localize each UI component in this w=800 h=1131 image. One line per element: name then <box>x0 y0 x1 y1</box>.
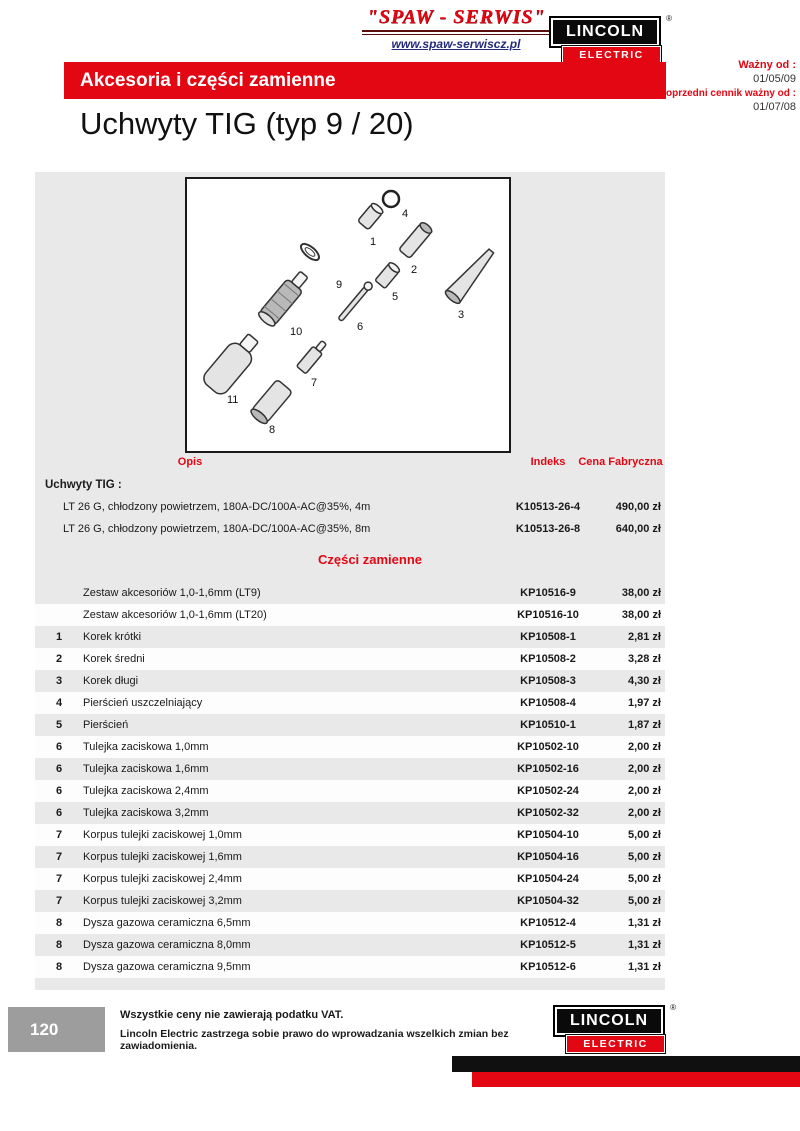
item-price: 38,00 zł <box>621 609 661 621</box>
item-description: Tulejka zaciskowa 1,6mm <box>83 763 209 775</box>
group-title-spare-parts: Części zamienne <box>317 551 423 567</box>
previous-pricelist-label: Poprzedni cennik ważny od : <box>659 87 796 99</box>
table-row <box>35 890 665 912</box>
item-price: 2,00 zł <box>627 763 661 775</box>
item-price: 1,31 zł <box>627 961 661 973</box>
table-row <box>35 824 665 846</box>
electric-wordmark: ELECTRIC <box>562 46 661 64</box>
table-row <box>35 912 665 934</box>
item-price: 5,00 zł <box>627 895 661 907</box>
item-price: 38,00 zł <box>621 587 661 599</box>
part-long-cap <box>444 245 499 305</box>
electric-wordmark: ELECTRIC <box>566 1035 665 1053</box>
lincoln-electric-logo <box>549 14 672 64</box>
item-description: Dysza gazowa ceramiczna 9,5mm <box>83 961 251 973</box>
item-index: KP10512-4 <box>520 917 576 929</box>
item-index: KP10516-9 <box>520 587 576 599</box>
item-index: KP10516-10 <box>517 609 579 621</box>
diagram-part-number: 3 <box>458 309 465 321</box>
diagram-part-number: 4 <box>402 208 409 220</box>
part-medium-cap <box>399 221 434 259</box>
table-row <box>35 518 665 540</box>
table-row <box>35 604 665 626</box>
valid-from-label: Ważny od : <box>738 59 796 71</box>
column-header-description: Opis <box>177 456 203 468</box>
table-row <box>35 670 665 692</box>
item-index: KP10502-24 <box>517 785 579 797</box>
part-ring <box>298 241 321 263</box>
item-index: KP10504-16 <box>517 851 579 863</box>
price-validity-block <box>626 58 796 114</box>
table-row <box>35 714 665 736</box>
item-number: 4 <box>55 697 63 709</box>
diagram-part-number: 6 <box>357 321 364 333</box>
table-row <box>35 626 665 648</box>
item-price: 1,97 zł <box>627 697 661 709</box>
diagram-part-number: 10 <box>290 326 303 338</box>
item-number: 7 <box>55 895 63 907</box>
item-description: Korek średni <box>83 653 145 665</box>
column-header-index: Indeks <box>530 456 566 468</box>
item-number: 8 <box>55 961 63 973</box>
item-price: 2,81 zł <box>627 631 661 643</box>
item-number: 5 <box>55 719 63 731</box>
item-price: 5,00 zł <box>627 873 661 885</box>
registered-mark: ® <box>670 1003 676 1012</box>
item-number: 7 <box>55 873 63 885</box>
previous-pricelist-date: 01/07/08 <box>753 100 796 113</box>
diagram-part-number: 11 <box>227 394 239 406</box>
table-row <box>35 868 665 890</box>
table-row <box>35 956 665 978</box>
part-collet-body <box>296 339 328 374</box>
item-description: Korpus tulejki zaciskowej 1,0mm <box>83 829 242 841</box>
column-header-price: Cena Fabryczna <box>578 456 663 468</box>
diagram-part-number: 9 <box>336 279 343 291</box>
table-row <box>35 758 665 780</box>
item-index: KP10512-6 <box>520 961 576 973</box>
part-collet <box>337 281 374 323</box>
item-index: KP10512-5 <box>520 939 576 951</box>
group-title-spare-parts-row <box>35 546 665 572</box>
parts-rows <box>35 582 665 978</box>
item-description: Tulejka zaciskowa 1,0mm <box>83 741 209 753</box>
footer-stripe-black <box>452 1056 800 1072</box>
table-row <box>35 780 665 802</box>
item-description: Zestaw akcesoriów 1,0-1,6mm (LT20) <box>83 609 267 621</box>
table-row <box>35 934 665 956</box>
group-title-torches: Uchwyty TIG : <box>45 479 122 491</box>
item-index: KP10508-1 <box>520 631 576 643</box>
item-index: KP10510-1 <box>520 719 576 731</box>
item-price: 2,00 zł <box>627 741 661 753</box>
item-index: KP10508-3 <box>520 675 576 687</box>
item-price: 490,00 zł <box>615 501 661 513</box>
exploded-diagram-svg <box>187 179 509 451</box>
item-price: 1,31 zł <box>627 917 661 929</box>
diagram-part-number: 2 <box>411 264 418 276</box>
item-index: KP10508-2 <box>520 653 576 665</box>
part-sleeve <box>375 261 401 289</box>
content-panel <box>35 172 665 990</box>
item-description: LT 26 G, chłodzony powietrzem, 180A-DC/100A-AC@35%, 4m <box>63 501 371 513</box>
item-index: KP10502-10 <box>517 741 579 753</box>
item-index: KP10508-4 <box>520 697 576 709</box>
page-number: 120 <box>30 1019 59 1039</box>
part-knurled-holder <box>257 268 312 328</box>
table-row <box>35 692 665 714</box>
spaw-serwis-logo <box>356 6 556 51</box>
item-price: 1,87 zł <box>627 719 661 731</box>
table-row <box>35 736 665 758</box>
exploded-diagram <box>185 177 511 453</box>
item-index: K10513-26-4 <box>515 501 581 513</box>
spaw-serwis-wordmark: "SPAW - SERWIS" <box>366 6 546 28</box>
part-short-cap <box>358 202 385 230</box>
page-number-box <box>8 1007 105 1052</box>
part-torch-body <box>200 329 264 398</box>
diagram-part-number: 1 <box>370 236 377 248</box>
item-price: 4,30 zł <box>627 675 661 687</box>
item-description: Zestaw akcesoriów 1,0-1,6mm (LT9) <box>83 587 261 599</box>
item-index: KP10502-32 <box>517 807 579 819</box>
valid-from-date: 01/05/09 <box>753 73 796 86</box>
item-description: Korpus tulejki zaciskowej 1,6mm <box>83 851 242 863</box>
item-price: 3,28 zł <box>627 653 661 665</box>
item-number: 7 <box>55 829 63 841</box>
item-price: 5,00 zł <box>627 851 661 863</box>
item-price: 2,00 zł <box>627 807 661 819</box>
diagram-part-number: 8 <box>269 424 276 436</box>
item-description: Korek długi <box>83 675 139 687</box>
item-price: 640,00 zł <box>615 523 661 535</box>
vat-note: Wszystkie ceny nie zawierają podatku VAT. <box>120 1009 344 1021</box>
item-number: 8 <box>55 917 63 929</box>
part-gas-nozzle <box>249 379 293 426</box>
item-index: KP10504-24 <box>517 873 579 885</box>
item-description: Korek krótki <box>83 631 142 643</box>
item-index: KP10504-10 <box>517 829 579 841</box>
item-number: 6 <box>55 763 63 775</box>
spaw-serwis-url-link[interactable]: www.spaw-serwiscz.pl <box>391 37 521 51</box>
item-number: 6 <box>55 785 63 797</box>
item-number: 6 <box>55 807 63 819</box>
item-description: Dysza gazowa ceramiczna 6,5mm <box>83 917 251 929</box>
table-header-row <box>35 456 665 474</box>
item-description: LT 26 G, chłodzony powietrzem, 180A-DC/100A-AC@35%, 8m <box>63 523 371 535</box>
section-title: Akcesoria i części zamienne <box>80 69 336 91</box>
lincoln-electric-logo-footer <box>553 1003 676 1053</box>
item-index: KP10502-16 <box>517 763 579 775</box>
part-o-ring <box>383 191 399 207</box>
item-description: Tulejka zaciskowa 2,4mm <box>83 785 209 797</box>
diagram-part-number: 7 <box>311 377 318 389</box>
item-index: K10513-26-8 <box>515 523 581 535</box>
item-description: Tulejka zaciskowa 3,2mm <box>83 807 209 819</box>
price-table <box>35 456 665 978</box>
item-description: Pierścień <box>83 719 129 731</box>
disclaimer-note: Lincoln Electric zastrzega sobie prawo do wprowadzania wszelkich zmian bez zawiadomienia. <box>120 1028 509 1052</box>
table-row <box>35 802 665 824</box>
lincoln-wordmark: LINCOLN <box>549 16 661 48</box>
item-description: Dysza gazowa ceramiczna 8,0mm <box>83 939 251 951</box>
table-row <box>35 648 665 670</box>
item-price: 1,31 zł <box>627 939 661 951</box>
item-index: KP10504-32 <box>517 895 579 907</box>
item-number: 3 <box>55 675 63 687</box>
torch-rows <box>35 496 665 540</box>
item-description: Korpus tulejki zaciskowej 3,2mm <box>83 895 242 907</box>
diagram-part-number: 5 <box>392 291 399 303</box>
item-number: 1 <box>55 631 63 643</box>
registered-mark: ® <box>666 14 672 23</box>
table-row <box>35 582 665 604</box>
section-header-bar <box>64 62 666 99</box>
table-row <box>35 496 665 518</box>
table-row <box>35 846 665 868</box>
item-price: 2,00 zł <box>627 785 661 797</box>
item-description: Korpus tulejki zaciskowej 2,4mm <box>83 873 242 885</box>
item-number: 2 <box>55 653 63 665</box>
item-number: 6 <box>55 741 63 753</box>
item-number: 7 <box>55 851 63 863</box>
item-price: 5,00 zł <box>627 829 661 841</box>
item-description: Pierścień uszczelniający <box>83 697 203 709</box>
logo-divider <box>362 30 550 35</box>
footer-notes <box>120 1009 550 1052</box>
lincoln-wordmark: LINCOLN <box>553 1005 665 1037</box>
item-number: 8 <box>55 939 63 951</box>
footer-stripe-red <box>472 1072 800 1087</box>
page-title: Uchwyty TIG (typ 9 / 20) <box>80 106 414 141</box>
